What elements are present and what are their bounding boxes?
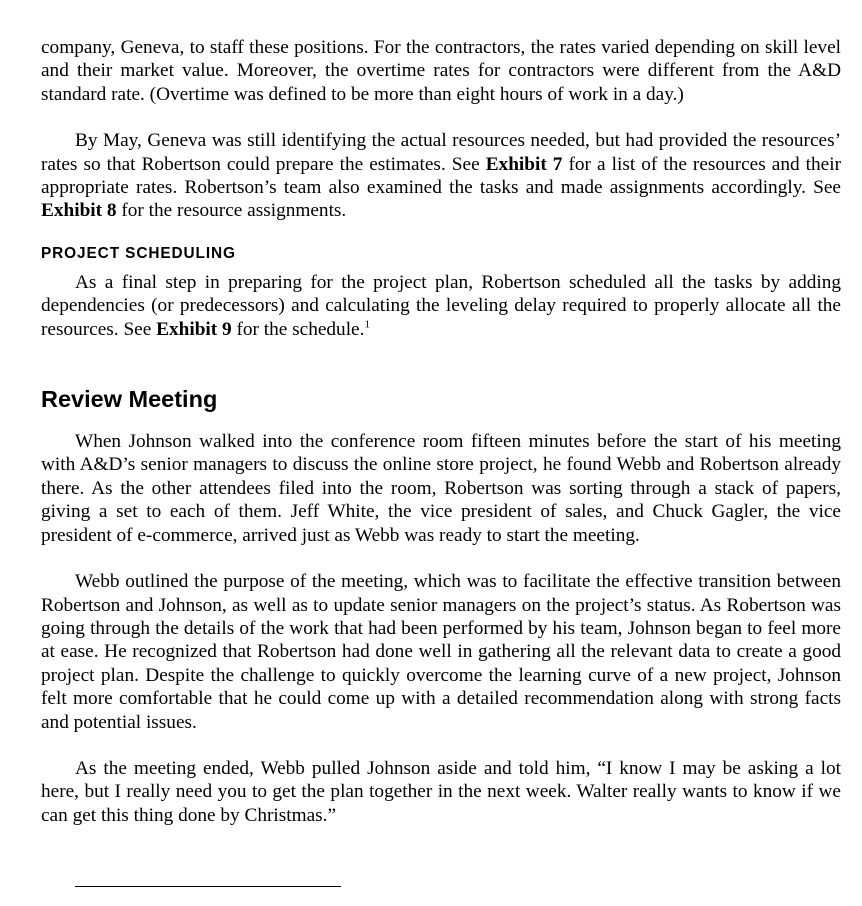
paragraph-scheduling-text-a: As a final step in preparing for the project plan, Robertson scheduled all the tasks by adding dependencies (or predecessors) and calculating the leveling delay required to properly allocate all the resources. See — [41, 271, 841, 340]
exhibit-9-ref: Exhibit 9 — [156, 318, 232, 340]
exhibit-8-ref: Exhibit 8 — [41, 200, 117, 222]
paragraph-resources-text-a: By May, Geneva was still identifying the actual resources needed, but had provided the resources’ rates so that Robertson could prepare the estimates. See — [41, 130, 841, 175]
paragraph-resources-text-e: for the resource assignments. — [116, 200, 347, 222]
footnote-marker: 1 — [364, 318, 370, 331]
paragraph-meeting-arrival: When Johnson walked into the conference room fifteen minutes before the start of his meeting with A&D’s senior managers to discuss the online store project, he found Webb and Robertson already there. As the other attendees filed into the room, Robertson was sorting through a stack of papers, giving a set to each of them. Jeff White, the vice president of sales, and Chuck Gagler, the vice president of e-commerce, arrived just as Webb was ready to start the meeting. — [41, 431, 841, 546]
section-heading-review-meeting: Review Meeting — [41, 386, 218, 413]
section-heading-project-scheduling: PROJECT SCHEDULING — [41, 244, 236, 262]
footnote-separator — [75, 886, 341, 887]
paragraph-meeting-end: As the meeting ended, Webb pulled Johnson aside and told him, “I know I may be asking a lot here, but I really need you to get the plan together in the next week. Walter really wants to know if we can get this thing done by Christmas.” — [41, 757, 841, 826]
paragraph-staffing: company, Geneva, to staff these positions. For the contractors, the rates varied depending on skill level and their market value. Moreover, the overtime rates for contractors were different from the A&D standard rate. (Overtime was defined to be more than eight hours of work in a day.) — [41, 37, 841, 105]
paragraph-meeting-purpose: Webb outlined the purpose of the meeting, which was to facilitate the effective transition between Robertson and Johnson, as well as to update senior managers on the project’s status. As Robertson was going through the details of the work that had been performed by his team, Johnson began to feel more at ease. He recognized that Robertson had done well in gathering all the relevant data to create a good project plan. Despite the challenge to quickly overcome the learning curve of a new project, Johnson felt more comfortable that he could come up with a detailed recommendation along with strong facts and potential issues. — [41, 571, 841, 733]
paragraph-scheduling-text-c: for the schedule. — [231, 318, 365, 340]
document-page — [41, 36, 841, 827]
paragraph-resources-text-c: for a list of the resources and their appropriate rates. Robertson’s team also examined the tasks and made assignments accordingly. See — [41, 153, 841, 199]
paragraph-scheduling — [41, 271, 841, 341]
exhibit-7-ref: Exhibit 7 — [485, 153, 563, 175]
paragraph-resources — [41, 129, 841, 223]
